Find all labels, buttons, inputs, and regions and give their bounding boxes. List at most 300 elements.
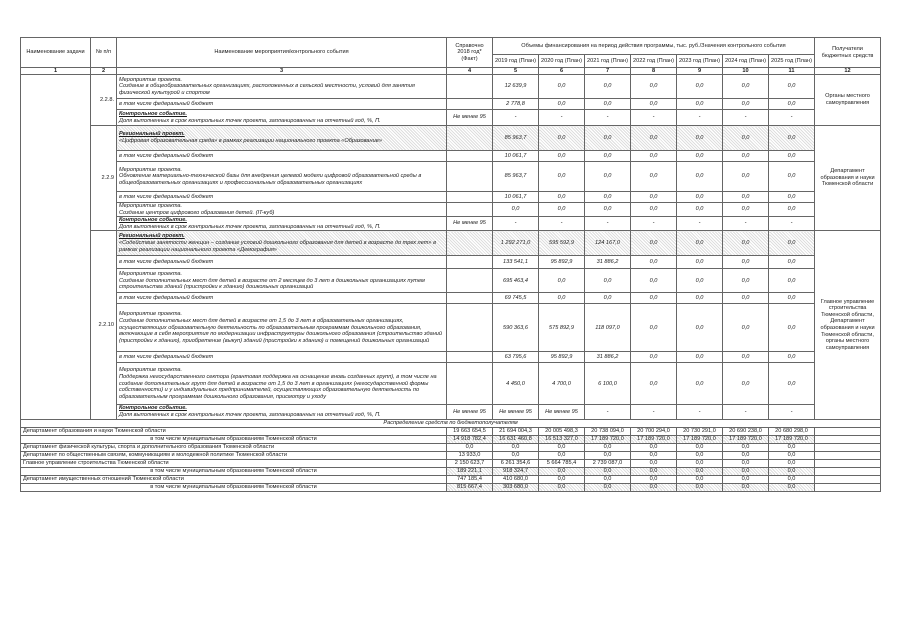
- summary-value: 0,0: [769, 459, 815, 467]
- header-event-name: Наименование мероприятия/контрольного события: [117, 38, 447, 68]
- header-ref-2018: Справочно 2018 год* (Факт): [447, 38, 493, 68]
- summary-value: 0,0: [723, 483, 769, 491]
- value-cell: 95 892,9: [539, 352, 585, 363]
- value-cell: 0,0: [539, 75, 585, 99]
- summary-label: Департамент физической культуры, спорта и дополнительного образования Тюменской области: [21, 443, 447, 451]
- header-year: 2025 год (План): [769, 55, 815, 68]
- summary-empty-cell: [815, 475, 881, 483]
- summary-value: 0,0: [677, 475, 723, 483]
- summary-value: 0,0: [631, 459, 677, 467]
- summary-label: Департамент по общественным связям, коммуникациям и молодежной политике Тюменской области: [21, 451, 447, 459]
- value-cell: 0,0: [585, 162, 631, 192]
- value-cell: 0,0: [677, 256, 723, 269]
- value-cell: 118 097,0: [585, 304, 631, 352]
- value-cell: 0,0: [493, 203, 539, 217]
- value-cell: 133 541,1: [493, 256, 539, 269]
- summary-value: 0,0: [631, 483, 677, 491]
- summary-label: в том числе муниципальным образованиям Тюменской области: [21, 467, 447, 475]
- event-description: [117, 75, 447, 99]
- value-cell: -: [493, 217, 539, 231]
- summary-value: 0,0: [723, 467, 769, 475]
- column-number: 11: [769, 68, 815, 75]
- summary-value: 0,0: [585, 483, 631, 491]
- value-cell: 0,0: [677, 99, 723, 110]
- value-cell: 2 778,8: [493, 99, 539, 110]
- header-year: 2020 год (План): [539, 55, 585, 68]
- value-cell: 12 639,9: [493, 75, 539, 99]
- value-cell: Не менее 95: [447, 217, 493, 231]
- value-cell: [447, 151, 493, 162]
- event-description: [117, 405, 447, 419]
- event-type-label: Контрольное событие.: [119, 110, 187, 117]
- summary-value: 20 680 298,0: [769, 427, 815, 435]
- value-cell: 0,0: [769, 363, 815, 405]
- summary-value: 17 189 720,0: [769, 435, 815, 443]
- table-row: [21, 405, 881, 419]
- value-cell: 10 061,7: [493, 151, 539, 162]
- value-cell: -: [585, 110, 631, 126]
- item-number: 2.2.9: [91, 126, 117, 231]
- summary-value: 0,0: [539, 475, 585, 483]
- event-text: Доля выполненных в срок контрольных точек проекта, запланированных на отчетный год, %, П.: [119, 117, 381, 124]
- value-cell: 0,0: [677, 126, 723, 151]
- event-type-label: в том числе федеральный бюджет: [119, 100, 214, 107]
- value-cell: 0,0: [769, 126, 815, 151]
- column-number: 4: [447, 68, 493, 75]
- summary-value: 2 739 087,0: [585, 459, 631, 467]
- event-type-label: в том числе федеральный бюджет: [119, 295, 214, 302]
- event-description: [117, 352, 447, 363]
- summary-empty-cell: [815, 451, 881, 459]
- summary-value: 0,0: [539, 443, 585, 451]
- value-cell: 0,0: [585, 151, 631, 162]
- column-number: 6: [539, 68, 585, 75]
- value-cell: -: [769, 110, 815, 126]
- summary-value: 17 189 720,0: [677, 435, 723, 443]
- event-description: [117, 363, 447, 405]
- summary-value: 0,0: [769, 451, 815, 459]
- summary-value: 0,0: [631, 443, 677, 451]
- event-type-label: Мероприятие проекта.: [119, 311, 183, 318]
- value-cell: 0,0: [769, 151, 815, 162]
- event-text: «Содействие занятости женщин – создание условий дошкольного образования для детей в возрасте до трех лет» в рамках реализации национального проекта «Демография»: [119, 240, 436, 253]
- value-cell: 0,0: [723, 192, 769, 203]
- summary-value: 20 005 498,3: [539, 427, 585, 435]
- summary-value: 0,0: [769, 483, 815, 491]
- summary-value: 17 189 720,0: [585, 435, 631, 443]
- value-cell: 0,0: [631, 363, 677, 405]
- distribution-header-row: [21, 419, 881, 427]
- value-cell: 0,0: [677, 75, 723, 99]
- value-cell: 0,0: [723, 352, 769, 363]
- table-row: [21, 352, 881, 363]
- summary-row: [21, 483, 881, 491]
- event-type-label: Региональный проект.: [119, 131, 185, 138]
- summary-label: в том числе муниципальным образованиям Тюменской области: [21, 483, 447, 491]
- value-cell: [447, 231, 493, 256]
- header-number: № п/п: [91, 38, 117, 68]
- value-cell: 0,0: [585, 203, 631, 217]
- summary-value: 20 730 291,0: [677, 427, 723, 435]
- value-cell: -: [723, 217, 769, 231]
- value-cell: 0,0: [539, 99, 585, 110]
- value-cell: -: [585, 405, 631, 419]
- value-cell: -: [769, 405, 815, 419]
- event-description: [117, 217, 447, 231]
- value-cell: -: [539, 217, 585, 231]
- value-cell: 63 795,6: [493, 352, 539, 363]
- summary-empty-cell: [815, 467, 881, 475]
- value-cell: Не менее 95: [493, 405, 539, 419]
- summary-label: Департамент образования и науки Тюменской области: [21, 427, 447, 435]
- summary-row: [21, 467, 881, 475]
- table-row: [21, 293, 881, 304]
- summary-value: 0,0: [723, 459, 769, 467]
- summary-value: 303 680,0: [493, 483, 539, 491]
- table-row: [21, 151, 881, 162]
- event-description: [117, 192, 447, 203]
- value-cell: 0,0: [723, 269, 769, 293]
- summary-value: 0,0: [677, 443, 723, 451]
- column-number: 8: [631, 68, 677, 75]
- distribution-title: Распределение средств по бюджетополучателям: [21, 419, 881, 427]
- event-text: «Цифровая образовательная среда» в рамках реализации национального проекта «Образование»: [119, 138, 382, 144]
- value-cell: 0,0: [677, 269, 723, 293]
- event-text: Поддержка негосударственного сектора (грантовая поддержка на оснащение вновь созданных групп), в том числе на создание дополнительных групп для детей в возрасте от 1,5 до 3 лет в организациях (негосударственной формы собственности) и у индивидуальных предпринимателей, осуществляющих образовательную деятельность по образовательным программам дошкольного образования, присмотру и уходу: [119, 373, 437, 400]
- value-cell: 6 100,0: [585, 363, 631, 405]
- value-cell: 0,0: [677, 162, 723, 192]
- table-row: [21, 256, 881, 269]
- value-cell: 0,0: [631, 99, 677, 110]
- value-cell: 590 363,6: [493, 304, 539, 352]
- event-text: Создание дополнительных мест для детей в возрасте от 2 месяцев до 3 лет в дошкольных организациях путем строительства зданий (пристройки к зданию) дошкольных организаций: [119, 277, 425, 291]
- column-number: 7: [585, 68, 631, 75]
- summary-value: 0,0: [677, 451, 723, 459]
- value-cell: 0,0: [677, 293, 723, 304]
- summary-value: 0,0: [631, 475, 677, 483]
- event-type-label: в том числе федеральный бюджет: [119, 354, 214, 361]
- summary-value: 0,0: [723, 443, 769, 451]
- summary-value: 2 150 623,7: [447, 459, 493, 467]
- value-cell: 0,0: [585, 269, 631, 293]
- value-cell: 0,0: [723, 231, 769, 256]
- column-number: 9: [677, 68, 723, 75]
- event-type-label: в том числе федеральный бюджет: [119, 193, 214, 200]
- event-type-label: в том числе федеральный бюджет: [119, 259, 214, 266]
- event-text: Обновление материально-технической базы для внедрения целевой модели цифровой образовательной среды в общеобразовательных организациях и профессиональных образовательных организациях: [119, 173, 422, 186]
- summary-value: 13 933,0: [447, 451, 493, 459]
- value-cell: 0,0: [769, 75, 815, 99]
- value-cell: 4 700,0: [539, 363, 585, 405]
- value-cell: [447, 269, 493, 293]
- summary-label: Департамент имущественных отношений Тюменской области: [21, 475, 447, 483]
- summary-value: 20 738 094,0: [585, 427, 631, 435]
- column-number: 10: [723, 68, 769, 75]
- header-year: 2023 год (План): [677, 55, 723, 68]
- summary-empty-cell: [815, 443, 881, 451]
- column-number: 12: [815, 68, 881, 75]
- summary-label: Главное управление строительства Тюменской области: [21, 459, 447, 467]
- value-cell: Не менее 95: [447, 110, 493, 126]
- summary-value: 0,0: [723, 451, 769, 459]
- event-text: Создание дополнительных мест для детей в возрасте от 1,5 до 3 лет в образовательных организациях, осуществляющих образовательную деятельность по образовательным программам дошкольного образования, включающие в себя мероприятия по модернизации инфраструктуры дошкольного образования (строительство зданий (пристройки к зданию), приобретение (выкуп) зданий (пристройки к зданию) и помещений дошкольных организаций: [119, 317, 443, 344]
- summary-label: в том числе муниципальным образованиям Тюменской области: [21, 435, 447, 443]
- summary-value: 17 189 720,0: [723, 435, 769, 443]
- value-cell: 124 167,0: [585, 231, 631, 256]
- value-cell: -: [769, 217, 815, 231]
- value-cell: 0,0: [677, 352, 723, 363]
- header-year: 2024 год (План): [723, 55, 769, 68]
- header-year: 2022 год (План): [631, 55, 677, 68]
- value-cell: 0,0: [723, 363, 769, 405]
- value-cell: [447, 126, 493, 151]
- value-cell: 4 450,0: [493, 363, 539, 405]
- value-cell: [447, 192, 493, 203]
- table-row: [21, 99, 881, 110]
- value-cell: 0,0: [631, 256, 677, 269]
- value-cell: 0,0: [723, 162, 769, 192]
- value-cell: [447, 75, 493, 99]
- value-cell: 0,0: [677, 192, 723, 203]
- table-row: [21, 126, 881, 151]
- value-cell: 31 886,2: [585, 256, 631, 269]
- value-cell: 0,0: [677, 203, 723, 217]
- value-cell: 0,0: [769, 162, 815, 192]
- summary-row: [21, 443, 881, 451]
- event-type-label: Мероприятие проекта.: [119, 166, 183, 173]
- financing-table: [20, 37, 881, 492]
- event-type-label: Мероприятие проекта.: [119, 203, 183, 209]
- summary-empty-cell: [815, 435, 881, 443]
- event-description: [117, 304, 447, 352]
- summary-value: 0,0: [677, 467, 723, 475]
- summary-value: 0,0: [769, 467, 815, 475]
- value-cell: [447, 293, 493, 304]
- event-description: [117, 151, 447, 162]
- event-description: [117, 126, 447, 151]
- summary-value: 0,0: [539, 467, 585, 475]
- event-type-label: Контрольное событие.: [119, 217, 187, 224]
- column-number-row: [21, 68, 881, 75]
- summary-row: [21, 459, 881, 467]
- value-cell: 0,0: [631, 192, 677, 203]
- event-text: Доля выполненных в срок контрольных точек проекта, запланированных на отчетный год, %, П.: [119, 223, 381, 230]
- event-description: [117, 269, 447, 293]
- value-cell: 0,0: [769, 293, 815, 304]
- value-cell: 0,0: [677, 363, 723, 405]
- value-cell: 0,0: [539, 126, 585, 151]
- header-year: 2019 год (План): [493, 55, 539, 68]
- value-cell: -: [677, 110, 723, 126]
- column-number: 5: [493, 68, 539, 75]
- value-cell: 0,0: [585, 99, 631, 110]
- value-cell: 0,0: [769, 304, 815, 352]
- value-cell: 0,0: [723, 126, 769, 151]
- recipient-cell: Главное управление строительства Тюменской области, Департамент образования и науки Тюменской области, органы местного самоуправления: [815, 231, 881, 419]
- summary-value: 0,0: [631, 451, 677, 459]
- value-cell: -: [493, 110, 539, 126]
- value-cell: 0,0: [631, 126, 677, 151]
- value-cell: 0,0: [769, 256, 815, 269]
- value-cell: 0,0: [539, 293, 585, 304]
- summary-empty-cell: [815, 427, 881, 435]
- summary-value: 410 680,0: [493, 475, 539, 483]
- value-cell: -: [585, 217, 631, 231]
- value-cell: 0,0: [539, 269, 585, 293]
- value-cell: 695 463,4: [493, 269, 539, 293]
- value-cell: 0,0: [769, 269, 815, 293]
- event-description: [117, 203, 447, 217]
- value-cell: [447, 363, 493, 405]
- value-cell: -: [677, 405, 723, 419]
- summary-value: 0,0: [723, 475, 769, 483]
- value-cell: 0,0: [769, 192, 815, 203]
- summary-value: 20 700 294,0: [631, 427, 677, 435]
- value-cell: 0,0: [631, 293, 677, 304]
- value-cell: [447, 162, 493, 192]
- value-cell: 0,0: [677, 151, 723, 162]
- summary-value: 918 324,7: [493, 467, 539, 475]
- value-cell: 595 592,9: [539, 231, 585, 256]
- value-cell: 0,0: [539, 203, 585, 217]
- summary-value: 21 694 004,3: [493, 427, 539, 435]
- summary-value: 14 918 782,4: [447, 435, 493, 443]
- value-cell: 0,0: [585, 126, 631, 151]
- column-number: 1: [21, 68, 91, 75]
- event-text: Создание центров цифрового образования детей. (IT-куб): [119, 209, 275, 216]
- summary-row: [21, 435, 881, 443]
- item-number: 2.2.10: [91, 231, 117, 419]
- summary-value: 20 690 238,0: [723, 427, 769, 435]
- summary-value: 0,0: [539, 451, 585, 459]
- column-number: 3: [117, 68, 447, 75]
- event-description: [117, 256, 447, 269]
- table-row: [21, 110, 881, 126]
- task-name-cell: [21, 75, 91, 420]
- value-cell: 0,0: [723, 304, 769, 352]
- summary-value: 0,0: [493, 443, 539, 451]
- summary-value: 815 667,4: [447, 483, 493, 491]
- summary-value: 0,0: [539, 483, 585, 491]
- value-cell: Не менее 95: [447, 405, 493, 419]
- summary-value: 17 189 720,0: [631, 435, 677, 443]
- event-text: Создание в общеобразовательных организациях, расположенных в сельской местности, условий для занятия физической культурой и спортом: [119, 83, 415, 96]
- summary-value: 0,0: [677, 483, 723, 491]
- value-cell: 85 963,7: [493, 162, 539, 192]
- value-cell: 85 963,7: [493, 126, 539, 151]
- value-cell: 0,0: [631, 203, 677, 217]
- recipient-cell: Департамент образования и науки Тюменской области: [815, 126, 881, 231]
- summary-value: 6 261 354,6: [493, 459, 539, 467]
- summary-value: 16 631 460,8: [493, 435, 539, 443]
- value-cell: 0,0: [769, 99, 815, 110]
- value-cell: 0,0: [539, 162, 585, 192]
- summary-value: 0,0: [769, 443, 815, 451]
- value-cell: 0,0: [723, 256, 769, 269]
- header-recipients: Получатели бюджетных средств: [815, 38, 881, 68]
- value-cell: -: [723, 110, 769, 126]
- value-cell: 0,0: [631, 162, 677, 192]
- event-description: [117, 99, 447, 110]
- table-row: [21, 192, 881, 203]
- summary-value: 747 185,4: [447, 475, 493, 483]
- summary-value: 0,0: [585, 467, 631, 475]
- event-type-label: Региональный проект.: [119, 233, 185, 240]
- summary-value: 0,0: [447, 443, 493, 451]
- summary-value: 19 663 654,5: [447, 427, 493, 435]
- value-cell: 0,0: [769, 231, 815, 256]
- value-cell: 0,0: [631, 75, 677, 99]
- value-cell: 0,0: [723, 75, 769, 99]
- value-cell: 0,0: [769, 352, 815, 363]
- header-year: 2021 год (План): [585, 55, 631, 68]
- value-cell: 95 892,9: [539, 256, 585, 269]
- event-type-label: в том числе федеральный бюджет: [119, 152, 214, 159]
- summary-empty-cell: [815, 483, 881, 491]
- summary-value: 189 221,1: [447, 467, 493, 475]
- summary-value: 0,0: [631, 467, 677, 475]
- event-text: Доля выполненных в срок контрольных точек проекта, запланированных на отчетный год, %, П.: [119, 411, 381, 418]
- value-cell: [447, 304, 493, 352]
- value-cell: -: [631, 217, 677, 231]
- summary-row: [21, 475, 881, 483]
- value-cell: 69 745,5: [493, 293, 539, 304]
- event-description: [117, 110, 447, 126]
- event-type-label: Контрольное событие.: [119, 405, 187, 412]
- value-cell: -: [631, 110, 677, 126]
- value-cell: 0,0: [723, 99, 769, 110]
- value-cell: -: [723, 405, 769, 419]
- value-cell: 0,0: [723, 293, 769, 304]
- value-cell: 0,0: [539, 151, 585, 162]
- value-cell: 0,0: [631, 352, 677, 363]
- value-cell: [447, 256, 493, 269]
- summary-row: [21, 427, 881, 435]
- table-row: [21, 363, 881, 405]
- event-type-label: Мероприятие проекта.: [119, 367, 183, 374]
- summary-value: 16 513 327,0: [539, 435, 585, 443]
- value-cell: [447, 203, 493, 217]
- event-type-label: Мероприятие проекта.: [119, 76, 183, 83]
- value-cell: 1 292 271,0: [493, 231, 539, 256]
- value-cell: -: [631, 405, 677, 419]
- event-description: [117, 293, 447, 304]
- value-cell: 575 892,9: [539, 304, 585, 352]
- value-cell: 0,0: [723, 151, 769, 162]
- table-row: [21, 304, 881, 352]
- summary-value: 0,0: [585, 475, 631, 483]
- value-cell: 31 886,2: [585, 352, 631, 363]
- table-row: [21, 203, 881, 217]
- header-task-name: Наименование задачи: [21, 38, 91, 68]
- value-cell: Не менее 95: [539, 405, 585, 419]
- value-cell: 0,0: [677, 231, 723, 256]
- value-cell: 0,0: [631, 231, 677, 256]
- value-cell: 0,0: [585, 293, 631, 304]
- table-row: [21, 269, 881, 293]
- summary-value: 0,0: [493, 451, 539, 459]
- header-funding: Объемы финансирования на период действия программы, тыс. руб./Значения контрольного события: [493, 38, 815, 55]
- value-cell: 0,0: [723, 203, 769, 217]
- table-row: [21, 162, 881, 192]
- summary-row: [21, 451, 881, 459]
- value-cell: -: [677, 217, 723, 231]
- value-cell: 0,0: [631, 304, 677, 352]
- event-description: [117, 231, 447, 256]
- summary-empty-cell: [815, 459, 881, 467]
- summary-value: 5 664 785,4: [539, 459, 585, 467]
- column-number: 2: [91, 68, 117, 75]
